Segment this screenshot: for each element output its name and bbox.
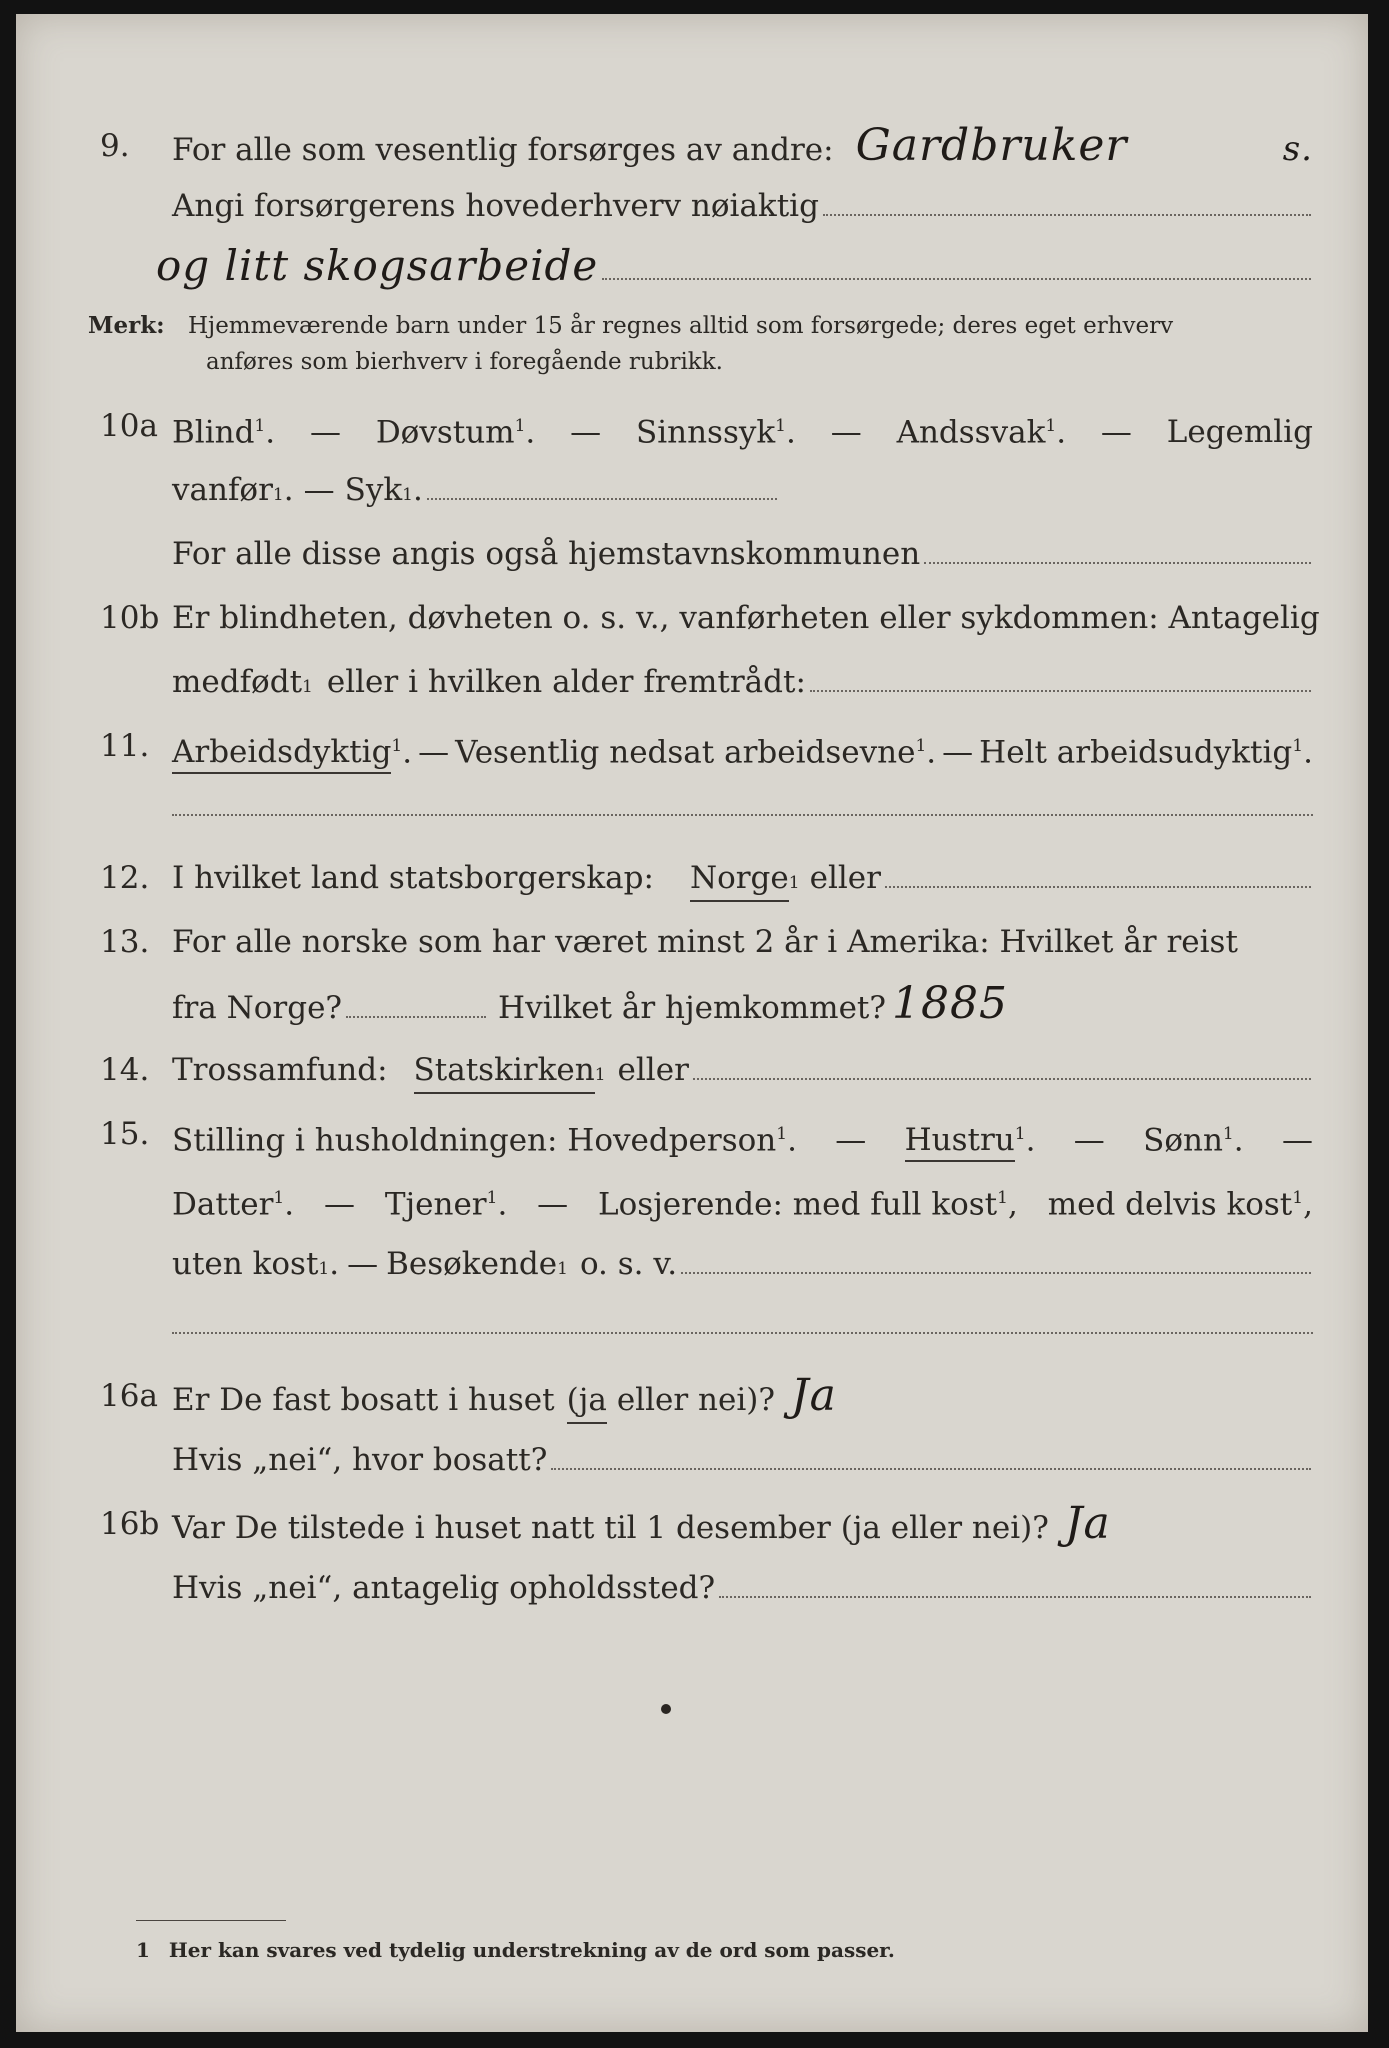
option-period: .	[265, 414, 276, 451]
question-15	[16, 1114, 1368, 1174]
dash: —	[537, 1186, 569, 1223]
question-number: 16a	[100, 1378, 158, 1414]
question-text: For alle norske som har været minst 2 år i Amerika: Hvilket år reist	[172, 924, 1238, 960]
dash: —	[323, 1186, 355, 1223]
option-period: .	[1025, 1122, 1036, 1159]
option-legemlig[interactable]: Legemlig	[1166, 414, 1313, 451]
handwritten-answer-suffix: s.	[1282, 129, 1313, 169]
question-11	[16, 726, 1368, 786]
answer-field[interactable]	[693, 1078, 1311, 1080]
question-text: eller i hvilken alder fremtrådt:	[326, 664, 806, 700]
footnote-marker: 1	[402, 485, 414, 505]
question-12	[16, 858, 1368, 918]
answer-field[interactable]	[551, 1468, 1311, 1470]
question-13	[16, 922, 1368, 982]
footnote-marker: 1	[775, 416, 787, 436]
footnote-marker: 1	[302, 677, 313, 697]
answer-field[interactable]	[681, 1272, 1311, 1274]
ink-dot	[661, 1704, 671, 1714]
question-number: 9.	[100, 128, 130, 164]
question-text: I hvilket land statsborgerskap:	[172, 860, 654, 896]
footnote	[136, 1938, 895, 1962]
question-15-line2: Datter$^1$. — Tjener$^1$. — Losjerende: med full kost$^1$, med delvis kost$^1$,	[172, 1186, 1313, 1223]
dash: —	[830, 414, 862, 451]
footnote-marker: 1	[557, 1259, 568, 1279]
question-text: Hvilket år hjemkommet?	[498, 990, 887, 1026]
question-text: For alle disse angis også hjemstavnskommunen	[172, 536, 921, 572]
question-16b-line2	[16, 1568, 1368, 1628]
option-period: .	[1303, 734, 1313, 771]
option-period: .	[402, 734, 413, 771]
option-period: .	[1056, 414, 1067, 451]
question-9-line2	[16, 186, 1368, 246]
option-dovstum[interactable]: Døvstum	[375, 414, 515, 451]
dash: —	[942, 734, 974, 771]
answer-field[interactable]	[427, 498, 777, 500]
handwritten-answer: Ja	[1064, 1498, 1111, 1549]
question-10b-line2	[16, 662, 1368, 722]
answer-field[interactable]	[602, 278, 1311, 280]
question-number: 15.	[100, 1116, 150, 1152]
question-9	[16, 120, 1368, 186]
option-statskirken[interactable]: Statskirken	[414, 1050, 595, 1094]
question-number: 14.	[100, 1052, 150, 1088]
footnote-marker: 1	[1045, 416, 1057, 436]
footnote-marker: 1	[254, 416, 266, 436]
question-text: Var De tilstede i huset natt til 1 desember (ja eller nei)?	[172, 1510, 1049, 1546]
question-10b	[16, 598, 1368, 658]
answer-field[interactable]	[172, 814, 1313, 816]
note-text: anføres som bierhverv i foregående rubrikk.	[206, 349, 723, 375]
option-hovedperson[interactable]: Stilling i husholdningen: Hovedperson	[172, 1122, 777, 1159]
option-period: .	[525, 414, 536, 451]
footnote-marker: 1	[1014, 1124, 1026, 1144]
option-period: .	[283, 472, 294, 508]
question-number: 11.	[100, 728, 150, 764]
footnote-marker: 1	[1222, 1124, 1234, 1144]
question-14	[16, 1050, 1368, 1110]
answer-field[interactable]	[172, 1332, 1313, 1334]
handwritten-answer: og litt skogsarbeide	[156, 241, 599, 290]
dash: —	[303, 472, 335, 508]
question-16a-line2	[16, 1440, 1368, 1500]
option-period: .	[497, 1186, 508, 1223]
option-period: .	[329, 1246, 340, 1282]
question-text: eller nei)?	[616, 1382, 775, 1418]
option-uten-kost[interactable]: uten kost	[172, 1246, 319, 1282]
option-besokende[interactable]: Besøkende	[386, 1246, 558, 1282]
question-number: 10a	[100, 408, 158, 444]
footnote-marker: 1	[1292, 1188, 1304, 1208]
answer-field[interactable]	[810, 690, 1311, 692]
option-nedsat-arbeidsevne[interactable]: Vesentlig nedsat arbeidsevne	[455, 734, 916, 771]
option-hustru[interactable]: Hustru	[905, 1122, 1015, 1162]
footnote-marker: 1	[997, 1188, 1008, 1208]
footnote-marker: 1	[273, 1188, 285, 1208]
question-10a	[16, 406, 1368, 466]
option-period: .	[1233, 1122, 1244, 1159]
note-text: Hjemmeværende barn under 15 år regnes alltid som forsørgede; deres eget erhverv	[188, 313, 1174, 339]
option-period: .	[786, 414, 796, 451]
question-10a-line2	[16, 470, 1368, 530]
option-medfodt[interactable]: medfødt	[172, 664, 303, 700]
option-blind[interactable]: Blind	[172, 414, 255, 451]
dash: —	[347, 1246, 379, 1282]
footnote-marker: 1	[788, 873, 800, 893]
question-15-line3	[16, 1244, 1368, 1304]
option-vanfor[interactable]: vanfør	[172, 472, 273, 508]
question-16b	[16, 1498, 1368, 1564]
question-10a-line3	[16, 534, 1368, 594]
dash: —	[418, 734, 450, 771]
question-number: 12.	[100, 860, 150, 896]
footnote-marker: 1	[1292, 736, 1304, 756]
dash: —	[1281, 1122, 1313, 1159]
footnote-marker: 1	[776, 1124, 788, 1144]
dash: —	[1100, 414, 1132, 451]
question-text: Angi forsørgerens hovederhverv nøiaktig	[172, 188, 819, 224]
option-andssvak[interactable]: Andssvak	[896, 414, 1046, 451]
answer-field[interactable]	[885, 886, 1311, 888]
option-sinnssyk[interactable]: Sinnssyk	[635, 414, 776, 451]
footnote-marker: 1	[318, 1259, 330, 1279]
handwritten-answer: Gardbruker	[855, 120, 1128, 171]
question-number: 13.	[100, 924, 150, 960]
handwritten-answer: 1885	[892, 978, 1008, 1029]
footnote-marker: 1	[915, 736, 927, 756]
option-delvis-kost[interactable]: med delvis kost	[1047, 1186, 1293, 1223]
question-text: Er blindheten, døvheten o. s. v., vanførheten eller sykdommen: Antagelig	[172, 600, 1320, 636]
question-9-line3	[16, 241, 1368, 306]
question-text: Er De fast bosatt i huset	[172, 1382, 555, 1418]
option-ja[interactable]: (ja	[567, 1380, 607, 1424]
dash: —	[835, 1122, 867, 1159]
option-period: .	[926, 734, 937, 771]
option-syk[interactable]: Syk	[344, 472, 403, 508]
option-eller: eller	[809, 860, 881, 896]
question-16a	[16, 1370, 1368, 1436]
dash: —	[309, 414, 341, 451]
footnote-marker: 1	[486, 1188, 498, 1208]
question-number: 10b	[100, 600, 160, 636]
option-period: .	[284, 1186, 295, 1223]
footnote-marker: 1	[136, 1938, 150, 1962]
option-full-kost[interactable]: Losjerende: med full kost	[598, 1186, 998, 1223]
option-period: .	[787, 1122, 797, 1159]
answer-field[interactable]	[719, 1596, 1311, 1598]
question-13-line2	[16, 978, 1368, 1044]
note-merk-line2	[16, 346, 1368, 406]
note-label: Merk:	[88, 312, 165, 339]
question-text: Trossamfund:	[172, 1052, 388, 1088]
option-arbeidsdyktig[interactable]: Arbeidsdyktig	[172, 734, 391, 774]
footnote-marker: 1	[514, 416, 526, 436]
answer-field[interactable]	[823, 214, 1311, 216]
question-text: o. s. v.	[579, 1246, 678, 1282]
option-arbeidsudyktig[interactable]: Helt arbeidsudyktig	[979, 734, 1293, 771]
question-text: fra Norge?	[172, 990, 343, 1026]
option-norge[interactable]: Norge	[690, 858, 789, 902]
option-sonn[interactable]: Sønn	[1143, 1122, 1223, 1159]
question-text: Hvis „nei“, antagelig opholdssted?	[172, 1570, 716, 1606]
handwritten-answer: Ja	[790, 1370, 837, 1421]
option-datter[interactable]: Datter	[172, 1186, 274, 1223]
footnote-divider	[136, 1920, 286, 1921]
option-eller: eller	[617, 1052, 689, 1088]
footnote-text: Her kan svares ved tydelig understrekning av de ord som passer.	[168, 1938, 895, 1962]
question-number: 16b	[100, 1506, 160, 1542]
option-period: .	[413, 472, 423, 508]
dash: —	[1073, 1122, 1105, 1159]
footnote-marker: 1	[272, 485, 284, 505]
question-text: Hvis „nei“, hvor bosatt?	[172, 1442, 548, 1478]
answer-field[interactable]	[924, 562, 1311, 564]
question-text: For alle som vesentlig forsørges av andre:	[172, 132, 834, 168]
answer-field-reist[interactable]	[346, 1016, 486, 1018]
footnote-marker: 1	[594, 1065, 606, 1085]
option-tjener[interactable]: Tjener	[384, 1186, 487, 1223]
census-form-page	[16, 14, 1368, 2032]
dash: —	[570, 414, 602, 451]
footnote-marker: 1	[391, 736, 403, 756]
